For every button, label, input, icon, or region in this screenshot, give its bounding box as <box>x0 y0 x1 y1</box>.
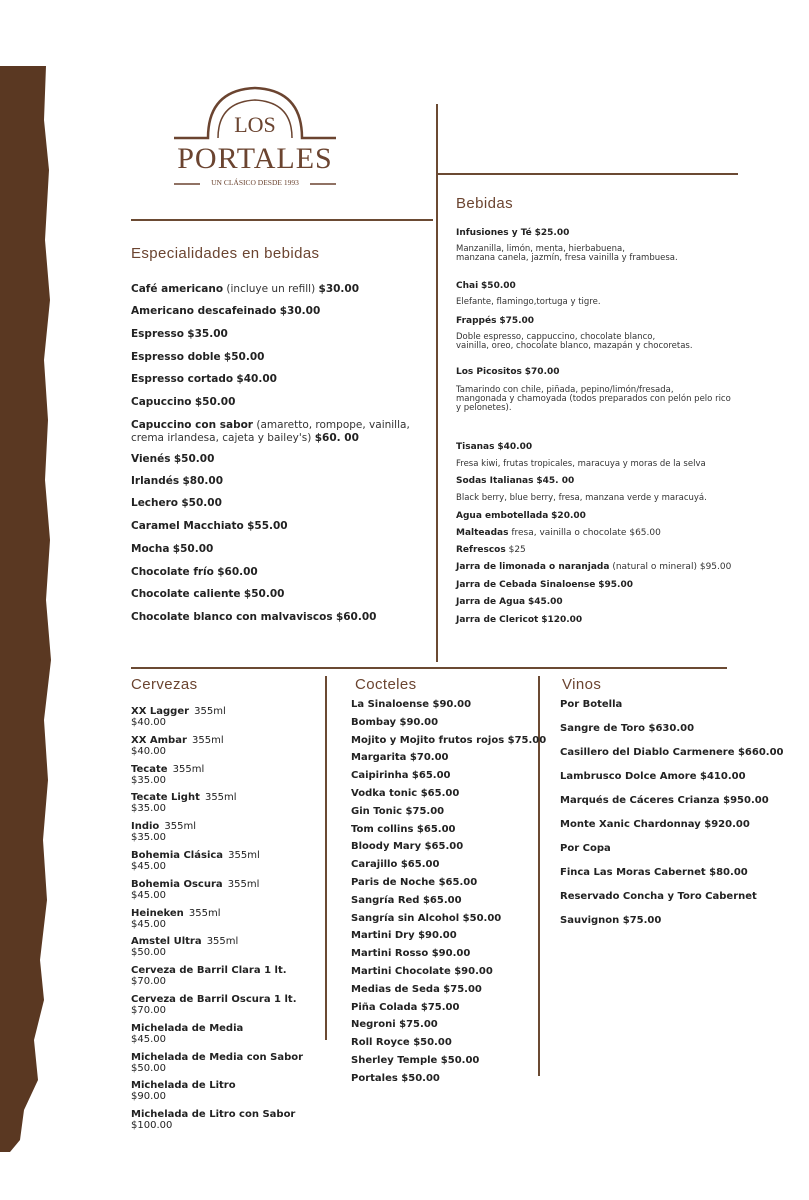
menu-item-refrescos: Refrescos $25 <box>456 545 526 555</box>
cerveza-item: Bohemia Clásica 355ml $45.00 <box>131 850 260 872</box>
menu-item-sodas: Sodas Italianas $45. 00 <box>456 476 575 486</box>
cerveza-item: Michelada de Litro con Sabor $100.00 <box>131 1109 296 1132</box>
vinos-title: Vinos <box>562 676 602 693</box>
cerveza-item: XX Ambar 355ml $40.00 <box>131 734 224 757</box>
especialidad-item: Capuccino con sabor (amaretto, rompope, vainilla, crema irlandesa, cajeta y bailey's) $60. 00 <box>131 419 410 444</box>
vino-item: Casillero del Diablo Carmenere $660.00 <box>560 747 784 758</box>
cerveza-item: Michelada de Litro $90.00 <box>131 1080 236 1103</box>
vino-item: Monte Xanic Chardonnay $920.00 <box>560 819 750 830</box>
especialidad-item: Caramel Macchiato $55.00 <box>131 520 288 532</box>
coctel-item: Portales $50.00 <box>351 1072 440 1084</box>
coctel-item: Tom collins $65.00 <box>351 823 456 835</box>
menu-item-malteadas: Malteadas fresa, vainilla o chocolate $65.00 <box>456 528 661 538</box>
menu-item-picositos: Los Picositos $70.00 <box>456 367 560 377</box>
vino-item: Sauvignon $75.00 <box>560 915 662 926</box>
especialidad-item: Chocolate blanco con malvaviscos $60.00 <box>131 611 377 623</box>
torn-paper-strip <box>0 0 60 1200</box>
coctel-item: Mojito y Mojito frutos rojos $75.00 <box>351 734 547 746</box>
coctel-item: Bloody Mary $65.00 <box>351 841 464 853</box>
coctel-item: Margarita $70.00 <box>351 752 449 764</box>
especialidad-item: Mocha $50.00 <box>131 543 214 555</box>
menu-desc-infusiones: Manzanilla, limón, menta, hierbabuena, manzana canela, jazmín, fresa vainilla y frambuesa. <box>456 244 678 263</box>
coctel-item: Medias de Seda $75.00 <box>351 983 482 995</box>
especialidad-item: Irlandés $80.00 <box>131 475 224 487</box>
cerveza-item: Tecate 355ml $35.00 <box>131 763 205 786</box>
cerveza-item: Heineken 355ml $45.00 <box>131 907 221 930</box>
coctel-item: Vodka tonic $65.00 <box>351 788 460 799</box>
divider-top-left <box>131 219 433 221</box>
vino-item: Marqués de Cáceres Crianza $950.00 <box>560 795 769 806</box>
coctel-item: Sherley Temple $50.00 <box>351 1055 480 1066</box>
vino-item: Reservado Concha y Toro Cabernet <box>560 891 757 902</box>
menu-item-infusiones: Infusiones y Té $25.00 <box>456 228 570 238</box>
coctel-item: Martini Dry $90.00 <box>351 930 457 942</box>
brand-logo <box>170 80 340 200</box>
especialidad-item: Espresso $35.00 <box>131 328 228 340</box>
menu-item-limonada: Jarra de limonada o naranjada (natural o mineral) $95.00 <box>456 562 732 572</box>
coctel-item: Negroni $75.00 <box>351 1019 438 1031</box>
vino-item: Por Copa <box>560 843 611 854</box>
cerveza-item: Michelada de Media con Sabor $50.00 <box>131 1051 304 1074</box>
coctel-item: Paris de Noche $65.00 <box>351 877 478 888</box>
menu-item-jarra-agua: Jarra de Agua $45.00 <box>456 597 563 607</box>
especialidad-item: Café americano (incluye un refill) $30.00 <box>131 283 360 295</box>
especialidad-item: Espresso cortado $40.00 <box>131 373 277 385</box>
especialidad-item: Chocolate frío $60.00 <box>131 566 258 578</box>
vino-item: Por Botella <box>560 699 623 710</box>
especialidades-title: Especialidades en bebidas <box>131 245 320 262</box>
menu-item-cebada: Jarra de Cebada Sinaloense $95.00 <box>456 580 633 590</box>
coctel-item: Carajillo $65.00 <box>351 859 440 871</box>
cerveza-item: Bohemia Oscura 355ml $45.00 <box>131 878 260 901</box>
cerveza-item: Cerveza de Barril Oscura 1 lt. $70.00 <box>131 994 297 1016</box>
divider-top-right <box>438 173 738 175</box>
cerveza-item: Indio 355ml $35.00 <box>131 821 196 844</box>
vino-item: Lambrusco Dolce Amore $410.00 <box>560 771 746 782</box>
menu-desc-chai: Elefante, flamingo,tortuga y tigre. <box>456 297 601 307</box>
vino-item: Sangre de Toro $630.00 <box>560 723 695 734</box>
logo-portales: PORTALES <box>177 142 333 175</box>
especialidad-item: Chocolate caliente $50.00 <box>131 588 285 600</box>
menu-desc-sodas: Black berry, blue berry, fresa, manzana verde y maracuyá. <box>456 493 707 503</box>
bebidas-title: Bebidas <box>456 195 514 212</box>
coctel-item: Martini Chocolate $90.00 <box>351 966 493 977</box>
coctel-item: Piña Colada $75.00 <box>351 1001 460 1013</box>
especialidad-item: Vienés $50.00 <box>131 453 215 465</box>
coctel-item: Gin Tonic $75.00 <box>351 805 445 817</box>
menu-item-agua: Agua embotellada $20.00 <box>456 511 586 521</box>
coctel-item: Caipirinha $65.00 <box>351 770 451 782</box>
especialidad-item: Americano descafeinado $30.00 <box>131 305 321 317</box>
coctel-item: Martini Rosso $90.00 <box>351 948 471 960</box>
logo-tagline: UN CLÁSICO DESDE 1993 <box>211 178 299 187</box>
coctel-item: Bombay $90.00 <box>351 716 439 728</box>
menu-item-frappes: Frappés $75.00 <box>456 316 535 326</box>
especialidad-item: Espresso doble $50.00 <box>131 351 265 363</box>
cerveza-item: Michelada de Media $45.00 <box>131 1022 244 1045</box>
cerveza-item: Cerveza de Barril Clara 1 lt. $70.00 <box>131 965 287 988</box>
menu-desc-tisanas: Fresa kiwi, frutas tropicales, maracuya y moras de la selva <box>456 459 706 469</box>
menu-desc-picositos: Tamarindo con chile, piñada, pepino/limón/fresada, mangonada y chamoyada (todos preparados con pelón pelo rico y pelonetes). <box>456 385 731 413</box>
cerveza-item: Tecate Light 355ml $35.00 <box>131 792 237 815</box>
coctel-item: La Sinaloense $90.00 <box>351 699 472 710</box>
cerveza-item: XX Lagger 355ml $40.00 <box>131 706 226 728</box>
coctel-item: Roll Royce $50.00 <box>351 1037 452 1049</box>
cervezas-title: Cervezas <box>131 676 198 693</box>
menu-item-tisanas: Tisanas $40.00 <box>456 442 533 452</box>
divider-vertical-top <box>436 104 438 662</box>
menu-desc-frappes: Doble espresso, cappuccino, chocolate blanco, vainilla, oreo, chocolate blanco, mazapán y chocoretas. <box>456 332 693 351</box>
cerveza-item: Amstel Ultra 355ml $50.00 <box>131 936 239 959</box>
vino-item: Finca Las Moras Cabernet $80.00 <box>560 867 748 878</box>
especialidad-item: Capuccino $50.00 <box>131 396 236 408</box>
divider-vertical-cervezas <box>325 676 327 1040</box>
cocteles-title: Cocteles <box>355 676 417 693</box>
especialidad-item: Lechero $50.00 <box>131 497 222 509</box>
coctel-item: Sangría Red $65.00 <box>351 894 462 906</box>
menu-item-clericot: Jarra de Clericot $120.00 <box>456 615 583 625</box>
logo-los: LOS <box>234 112 276 137</box>
menu-item-chai: Chai $50.00 <box>456 281 516 291</box>
coctel-item: Sangría sin Alcohol $50.00 <box>351 912 502 924</box>
divider-middle <box>131 667 727 669</box>
